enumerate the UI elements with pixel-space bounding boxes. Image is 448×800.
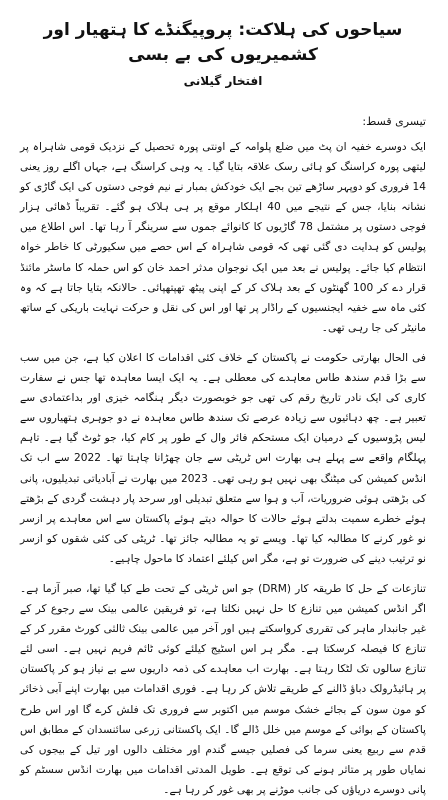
- article-headline: سیاحوں کی ہلاکت: پروپیگنڈے کا ہتھیار اور کشمیریوں کی بے بسی: [43, 20, 403, 65]
- article-author: افتخار گیلانی: [183, 74, 263, 88]
- installment-label: تیسری قسط:: [362, 115, 426, 128]
- article-paragraph-3: تنازعات کے حل کا طریقہ کار (DRM) جو اس ٹریٹی کے تحت طے کیا گیا تھا، صبر آزما ہے۔ اگر انڈس کمیشن میں تنازع کا حل نہیں نکلتا ہے، تو فریقین عالمی بینک سے رجوع کر کے غیر جانبدار ماہر کی تقرری کرواسکتے ہیں اور آخر میں عالمی بینک ثالثی کورٹ مقرر کر کے تنازع کا فیصلہ کرسکتا ہے۔ مگر ہر اس اسٹیج کیلئے کوئی ٹائم فریم نہیں ہے۔ اسی لئے تنازع سالوں تک لٹکا رہتا ہے۔ بھارت اب معاہدے کی ذمہ داریوں سے بے نیاز ہو کر پاکستان پر ہائیڈرولک دباؤ ڈالنے کے طریقے تلاش کر رہا ہے۔ فوری اقدامات میں بھارت اپنے آبی ذخائر کو مون سون کے بجائے خشک موسم میں اکتوبر سے فروری تک فلش کرے گا اور اس طرح پاکستان کے بوائی کے موسم میں خلل ڈالے گا۔ ایک پاکستانی زرعی سائنسدان کے مطابق اس قدم سے ربیع یعنی سرما کی فصلیں جیسے گندم اور مختلف دالوں اور تیل کے بیجوں کی نمایاں طور پر متاثر ہونے کی توقع ہے۔ طویل المدتی اقدامات میں بھارت انڈس سسٹم کو پانی دوسرے دریاؤں کی جانب موڑنے پر بھی غور کر رہا ہے۔: [20, 582, 427, 796]
- article-paragraph-1: ایک دوسرے خفیہ ان پٹ میں ضلع پلوامہ کے اونتی پورہ تحصیل کے نزدیک قومی شاہراہ پر لیتھی پورہ کراسنگ کو ہائی رسک علاقہ بتایا گیا۔ یہ وہی کراسنگ ہے، جہاں اگلے روز یعنی 14 فروری کو دوپہر ساڑھے تین بجے ایک خودکش بمبار نے نیم فوجی دستوں کی ایک گاڑی کو نشانہ بنایا، جس کے نتیجے میں 40 اہلکار موقع پر ہی ہلاک ہو گئے۔ تقریباً ڈھائی ہزار فوجی دستوں پر مشتمل 78 گاڑیوں کا کانوائے جموں سے سرینگر آ رہا تھا۔ اس اطلاع میں پولیس کو ہدایت دی گئی تھی کہ قومی شاہراہ کے اس حصے میں سکیورٹی کا خاطر خواہ انتظام کیا جائے۔ پولیس نے بعد میں ایک نوجوان مدثر احمد خان کو اس حملہ کا ماسٹر مائنڈ قرار دے کر 100 گھنٹوں کے بعد ہلاک کر کے اپنی پیٹھ تھپتھپائی۔ حالانکہ بتایا جاتا ہے کہ وہ کئی ماہ سے خفیہ ایجنسیوں کے راڈار پر تھا اور اس کی نقل و حرکت نہایت باریکی کے ساتھ مانیٹر کی جا رہی تھی۔: [20, 141, 426, 334]
- article-paragraph-2: فی الحال بھارتی حکومت نے پاکستان کے خلاف کئی اقدامات کا اعلان کیا ہے، جن میں سب سے بڑا قدم سندھ طاس معاہدے کی معطلی ہے۔ یہ ایک ایسا معاہدہ تھا جس نے سفارت کاری کی ایک نادر تاریخ رقم کی تھی جو خوبصورت دیگر ہنگامہ خیزی اور بداعتمادی سے تعبیر ہے۔ چھ دہائیوں سے زیادہ عرصے تک سندھ طاس معاہدہ نے دو جوہری ہتھیاروں سے لیس پڑوسیوں کے درمیان ایک مستحکم فائر وال کے طور پر کام کیا، جو ٹوٹ گیا ہے۔ تاہم پہلگام واقعے سے پہلے ہی بھارت اس ٹریٹی سے جان چھڑانا چاہتا تھا۔ 2022 سے اب تک انڈس کمیشن کی میٹنگ بھی نہیں ہو رہی تھی۔ 2023 میں بھارت نے آبادیاتی تبدیلیوں، پانی کی بڑھتی ہوئی ضروریات، آب و ہوا سے متعلق تبدیلی اور سرحد پار دہشت گردی کے بڑھتے ہوئے خطرے سمیت بدلتے ہوئے حالات کا حوالہ دیتے ہوئے پاکستان سے اس معاہدے پر ازسر نو غور کرنے کا مطالبہ کیا تھا۔ ویسے تو یہ مطالبہ جائز تھا۔ ٹریٹی کی کئی شقوں کو ازسر نو ترتیب دینے کی ضرورت تو ہے، مگر اس کیلئے اعتماد کا ماحول چاہیے۔: [20, 351, 426, 565]
